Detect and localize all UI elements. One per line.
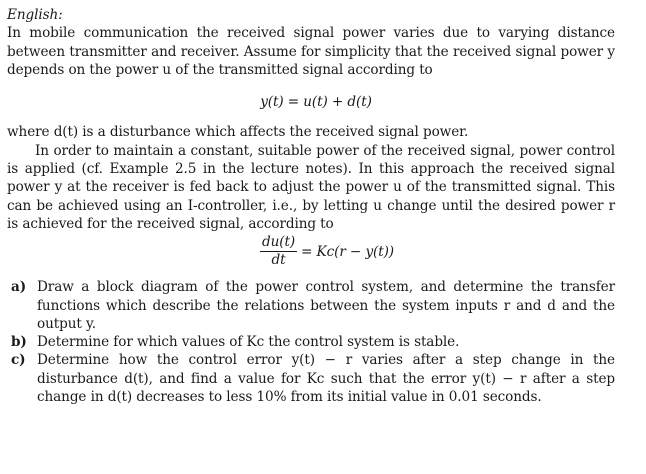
question-text: Draw a block diagram of the power control system, and determine the transfer functions which describe the relations between the system inputs r and d and the output y. xyxy=(37,279,615,332)
fraction-numerator: du(t) xyxy=(262,234,296,251)
question-a xyxy=(7,278,615,333)
question-b xyxy=(7,333,615,351)
intro-paragraph: In mobile communication the received signal power varies due to varying distance between transmitter and receiver. Assume for simplicity that the received signal power y depends on the power u of the transmitted signal according to xyxy=(7,25,615,78)
fraction-denominator: dt xyxy=(271,252,286,269)
question-label: c) xyxy=(11,352,26,369)
question-label: a) xyxy=(11,279,27,296)
question-label: b) xyxy=(11,334,27,351)
question-text: Determine how the control error y(t) − r varies after a step change in the disturbance d(t), and find a value for Kc such that the error y(t) − r after a step change in d(t) decreases to less 10% from its initial value in 0.01 seconds. xyxy=(37,352,615,406)
question-list xyxy=(7,278,615,406)
language-heading: English: xyxy=(7,7,63,23)
power-control-paragraph: In order to maintain a constant, suitable power of the received signal, power control is applied (cf. Example 2.5 in the lecture notes). In this approach the received signal power y at the receiver is fed back to adjust the power u of the transmitted signal. This can be achieved using an I-controller, i.e., by letting u change until the desired power r is achieved for the received signal, according to xyxy=(7,142,615,232)
signal-equation: y(t) = u(t) + d(t) xyxy=(260,94,372,111)
disturbance-sentence: where d(t) is a disturbance which affects the received signal power. xyxy=(7,124,469,141)
question-text: Determine for which values of Kc the control system is stable. xyxy=(37,334,460,351)
equation-rhs: = Kc(r − y(t)) xyxy=(301,243,394,260)
question-c xyxy=(7,351,615,406)
derivative-fraction xyxy=(260,235,297,268)
controller-equation xyxy=(7,235,615,268)
exercise-document xyxy=(7,6,615,406)
